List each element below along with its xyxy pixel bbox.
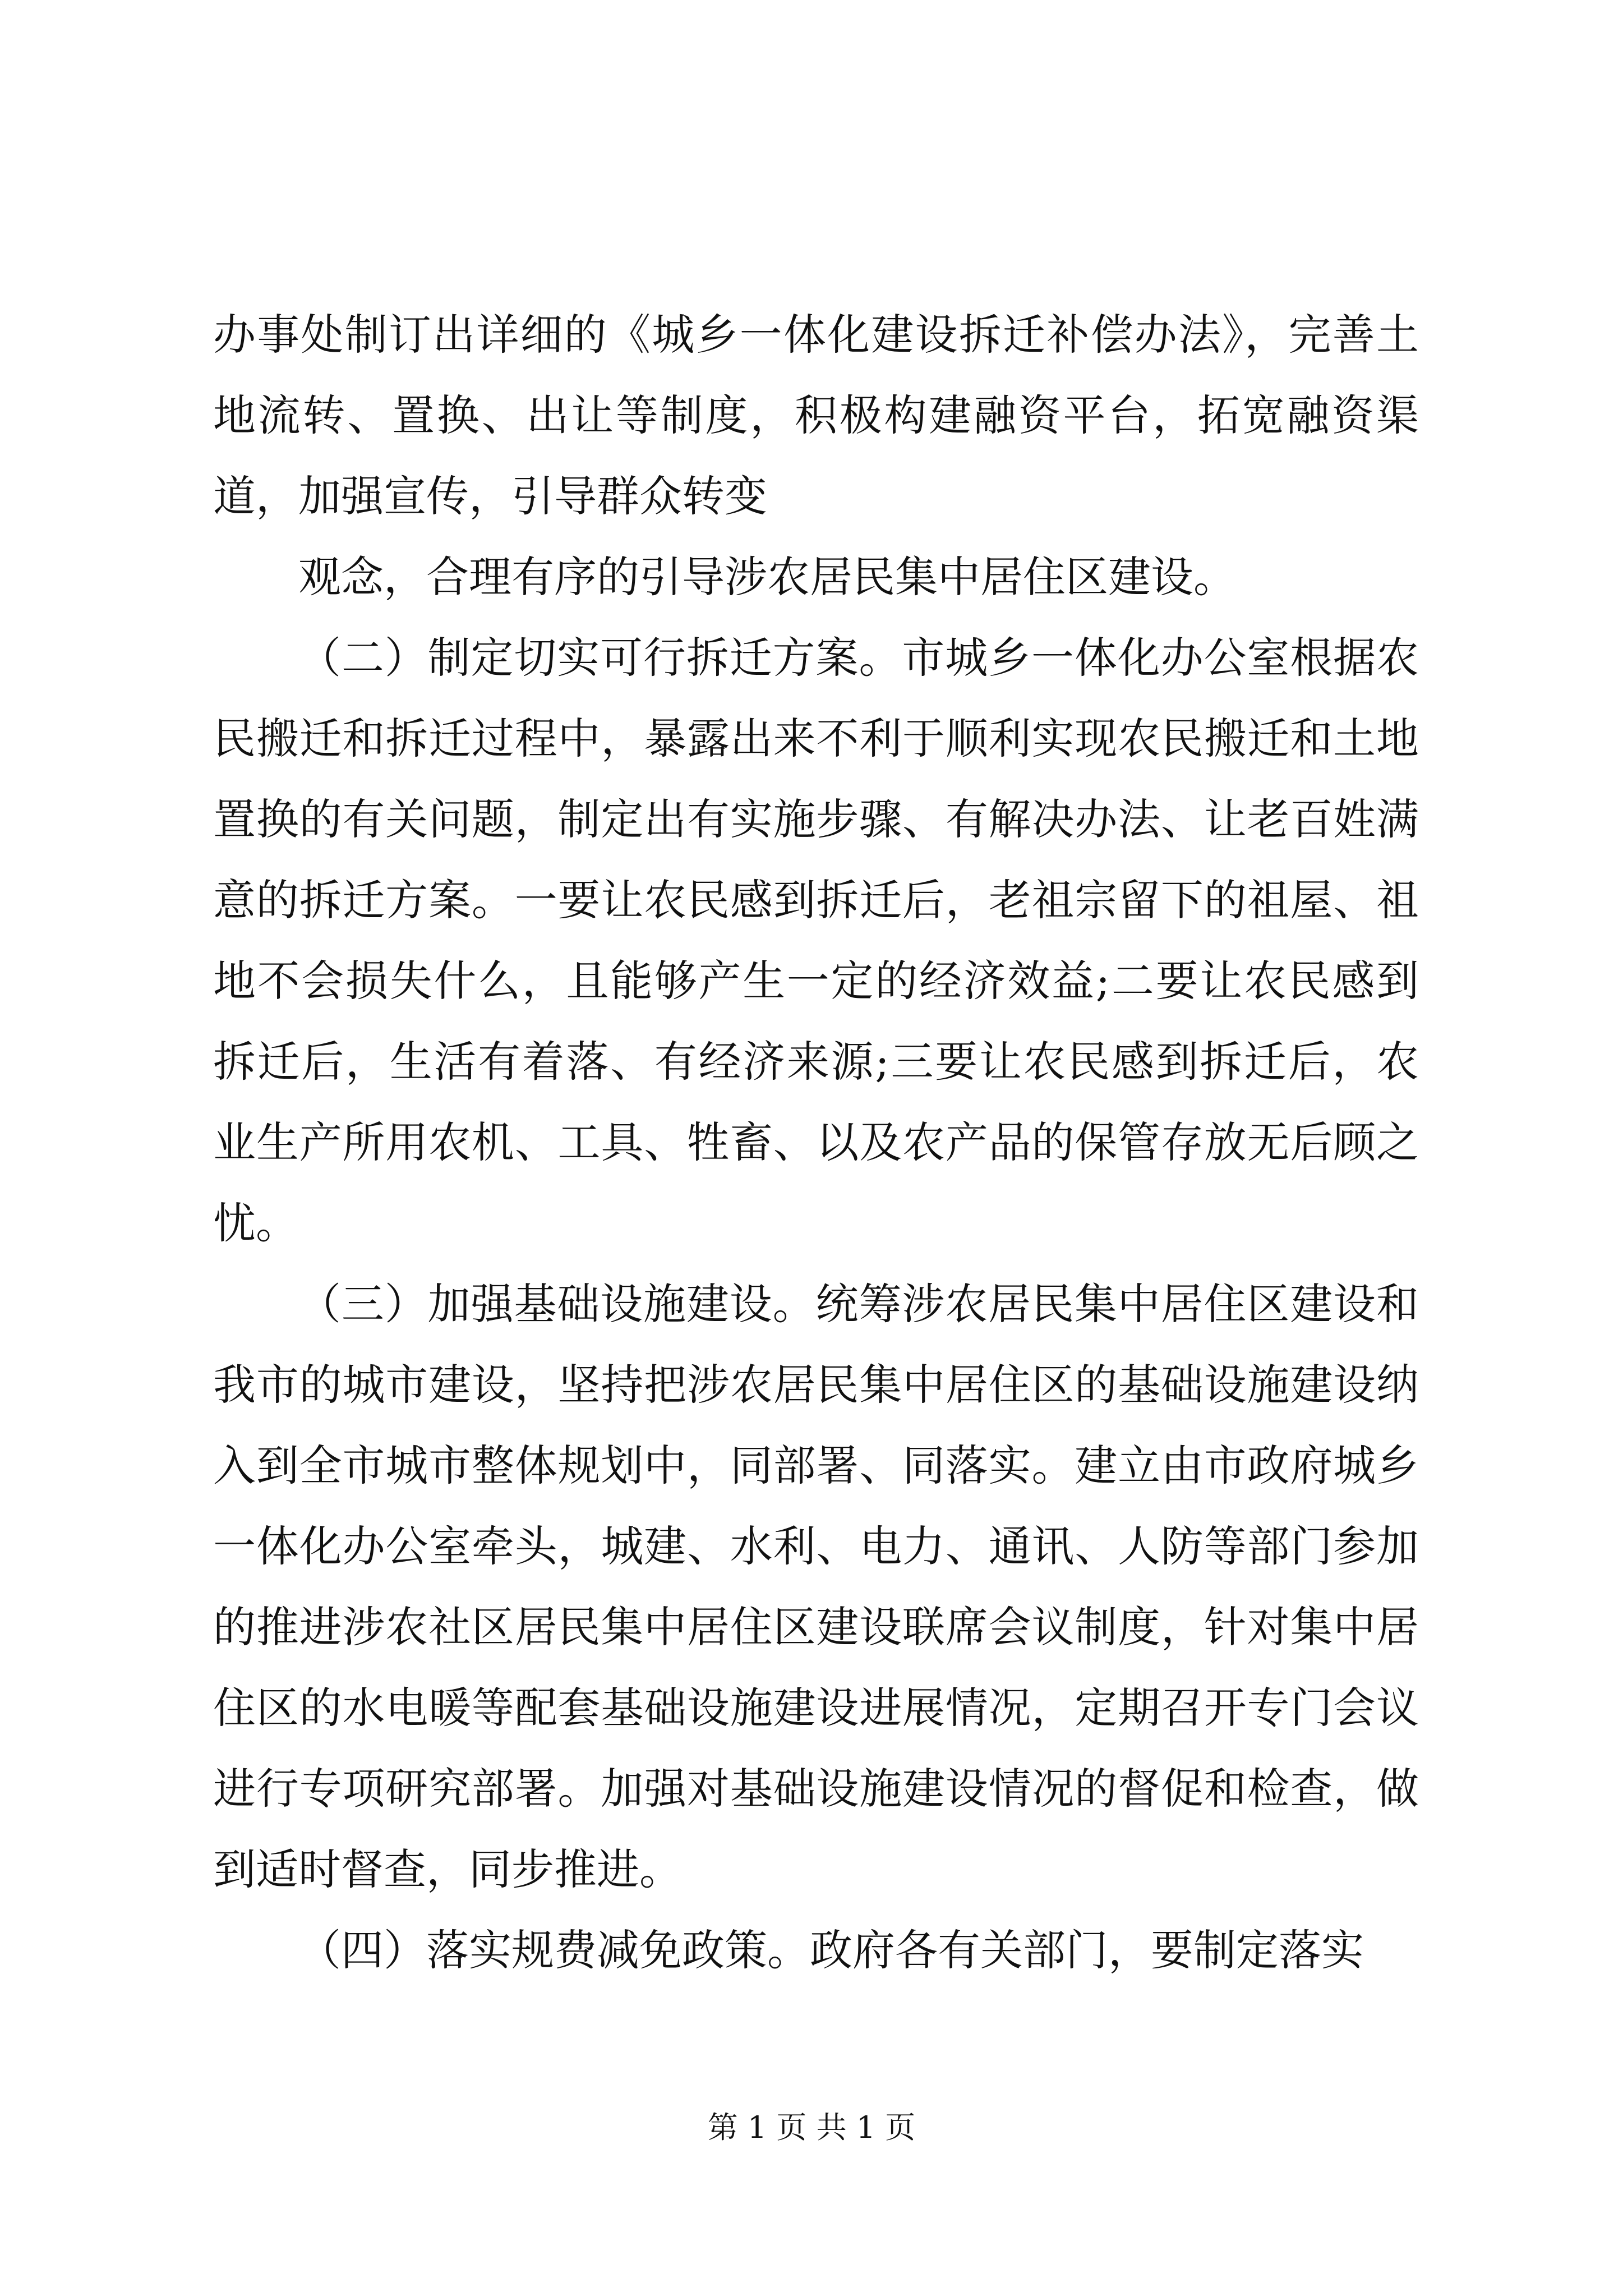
paragraph-3: （二）制定切实可行拆迁方案。市城乡一体化办公室根据农民搬迁和拆迁过程中，暴露出来不利于顺利实现农民搬迁和土地置换的有关问题，制定出有实施步骤、有解决办法、让老百姓满意的拆迁方案。一要让农民感到拆迁后，老祖宗留下的祖屋、祖地不会损失什么，且能够产生一定的经济效益;二要让农民感到拆迁后，生活有着落、有经济来源;三要让农民感到拆迁后，农业生产所用农机、工具、牲畜、以及农产品的保管存放无后顾之忧。 [213,633,1419,1248]
document-body [213,295,1419,1991]
page-footer: 第 1 页 共 1 页 [707,2110,916,2145]
paragraph-1: 办事处制订出详细的《城乡一体化建设拆迁补偿办法》，完善土地流转、置换、出让等制度，积极构建融资平台，拓宽融资渠道，加强宣传，引导群众转变 [213,310,1419,521]
paragraph-4: （三）加强基础设施建设。统筹涉农居民集中居住区建设和我市的城市建设，坚持把涉农居民集中居住区的基础设施建设纳入到全市城市整体规划中，同部署、同落实。建立由市政府城乡一体化办公室牵头，城建、水利、电力、通讯、人防等部门参加的推进涉农社区居民集中居住区建设联席会议制度，针对集中居住区的水电暖等配套基础设施建设进展情况，定期召开专门会议进行专项研究部署。加强对基础设施建设情况的督促和检查，做到适时督查，同步推进。 [213,1279,1419,1894]
paragraph-2: 观念，合理有序的引导涉农居民集中居住区建设。 [298,552,1236,602]
paragraph-5: （四）落实规费减免政策。政府各有关部门，要制定落实 [298,1925,1364,1975]
